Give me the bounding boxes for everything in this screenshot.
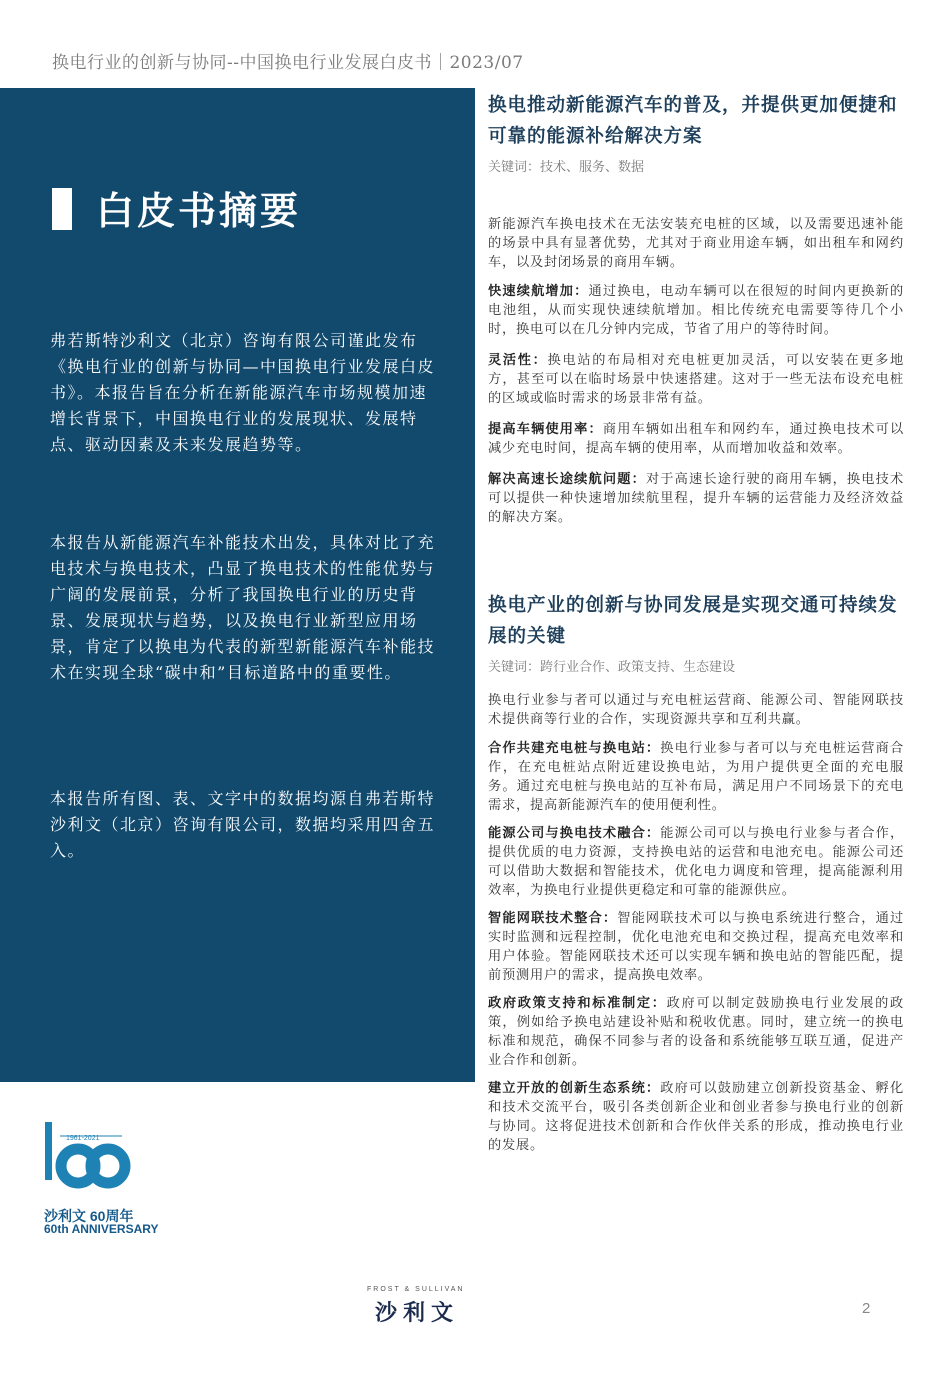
item-label: 合作共建充电桩与换电站： <box>488 741 661 756</box>
section-2-item <box>488 909 904 985</box>
item-label: 解决高速长途续航问题： <box>488 472 646 487</box>
anniversary-cn-label: 沙利文 60周年 <box>44 1208 134 1224</box>
item-label: 能源公司与换电技术融合： <box>488 826 661 841</box>
item-text: 政府可以制定鼓励换电行业发展的政策，例如给予换电站建设补贴和税收优惠。同时，建立统一的换电标准和规范，确保不同参与者的设备和系统能够互联互通，促进产业合作和创新。 <box>488 996 904 1068</box>
section-2-intro: 换电行业参与者可以通过与充电桩运营商、能源公司、智能网联技术提供商等行业的合作，实现资源共享和互利共赢。 <box>488 693 904 727</box>
page-header: 换电行业的创新与协同--中国换电行业发展白皮书｜2023/07 <box>52 53 524 73</box>
footer-logo: 沙利文 <box>375 1300 460 1325</box>
item-label: 快速续航增加： <box>488 284 589 299</box>
item-text: 换电行业参与者可以与充电桩运营商合作，在充电桩站点附近建设换电站，为用户提供更全面的充电服务。通过充电桩与换电站的互补布局，满足用户不同场景下的充电需求，提高新能源汽车的使用便利性。 <box>488 741 904 813</box>
section-2-item <box>488 994 904 1070</box>
footer-logo-subtitle: FROST & SULLIVAN <box>367 1286 465 1293</box>
page-number: 2 <box>862 1300 871 1317</box>
item-label: 政府政策支持和标准制定： <box>488 996 667 1011</box>
item-label: 灵活性： <box>488 353 548 368</box>
item-text: 换电站的布局相对充电桩更加灵活，可以安装在更多地方，甚至可以在临时场景中快速搭建。这对于一些无法布设充电桩的区域或临时需求的场景非常有益。 <box>488 353 904 406</box>
summary-paragraph-3: 本报告所有图、表、文字中的数据均源自弗若斯特沙利文（北京）咨询有限公司，数据均采用四舍五入。 <box>50 789 436 860</box>
section-1-item <box>488 351 904 408</box>
section-1-keywords: 关键词：技术、服务、数据 <box>488 160 645 175</box>
section-2-item <box>488 824 904 900</box>
section-2-item <box>488 1079 904 1155</box>
section-1-item <box>488 282 904 339</box>
item-text: 政府可以鼓励建立创新投资基金、孵化和技术交流平台，吸引各类创新企业和创业者参与换电行业的创新与协同。这将促进技术创新和合作伙伴关系的形成，推动换电行业的发展。 <box>488 1081 904 1153</box>
anniversary-en-label: 60th ANNIVERSARY <box>44 1222 159 1236</box>
section-2-title: 换电产业的创新与协同发展是实现交通可持续发展的关键 <box>488 595 898 647</box>
summary-paragraph-1: 弗若斯特沙利文（北京）咨询有限公司谨此发布《换电行业的创新与协同—中国换电行业发展白皮书》。本报告旨在分析在新能源汽车市场规模加速增长背景下，中国换电行业的发展现状、发展特点、驱动因素及未来发展趋势等。 <box>50 331 436 454</box>
section-2-item <box>488 739 904 815</box>
page-title: 白皮书摘要 <box>96 188 302 233</box>
item-text: 对于高速长途行驶的商用车辆，换电技术可以提供一种快速增加续航里程，提升车辆的运营能力及经济效益的解决方案。 <box>488 472 904 525</box>
section-2 <box>488 590 904 1155</box>
title-accent-bar <box>52 188 72 230</box>
item-text: 能源公司可以与换电行业参与者合作，提供优质的电力资源，支持换电站的运营和电池充电。能源公司还可以借助大数据和智能技术，优化电力调度和管理，提高能源利用效率，为换电行业提供更稳定和可靠的能源供应。 <box>488 826 904 898</box>
section-1 <box>488 90 904 527</box>
item-text: 通过换电，电动车辆可以在很短的时间内更换新的电池组，从而实现快速续航增加。相比传统充电需要等待几个小时，换电可以在几分钟内完成，节省了用户的等待时间。 <box>488 284 904 337</box>
section-1-title: 换电推动新能源汽车的普及，并提供更加便捷和可靠的能源补给解决方案 <box>488 95 898 147</box>
item-label: 建立开放的创新生态系统： <box>488 1081 661 1096</box>
anniversary-years: 1961-2021 <box>66 1135 100 1142</box>
item-label: 智能网联技术整合： <box>488 911 618 926</box>
item-label: 提高车辆使用率： <box>488 422 603 437</box>
section-1-intro: 新能源汽车换电技术在无法安装充电桩的区域，以及需要迅速补能的场景中具有显著优势，尤其对于商业用途车辆，如出租车和网约车，以及封闭场景的商用车辆。 <box>488 217 904 270</box>
item-text: 智能网联技术可以与换电系统进行整合，通过实时监测和远程控制，优化电池充电和交换过程，提高充电效率和用户体验。智能网联技术还可以实现车辆和换电站的智能匹配，提前预测用户的需求，提高换电效率。 <box>488 911 904 983</box>
section-1-item <box>488 420 904 458</box>
item-text: 商用车辆如出租车和网约车，通过换电技术可以减少充电时间，提高车辆的使用率，从而增加收益和效率。 <box>488 422 904 456</box>
section-2-keywords: 关键词：跨行业合作、政策支持、生态建设 <box>488 660 736 675</box>
section-1-item <box>488 470 904 527</box>
summary-paragraph-2: 本报告从新能源汽车补能技术出发，具体对比了充电技术与换电技术，凸显了换电技术的性能优势与广阔的发展前景，分析了我国换电行业的历史背景、发展现状与趋势，以及换电行业新型应用场景，肯定了以换电为代表的新型新能源汽车补能技术在实现全球“碳中和”目标道路中的重要性。 <box>50 533 436 682</box>
